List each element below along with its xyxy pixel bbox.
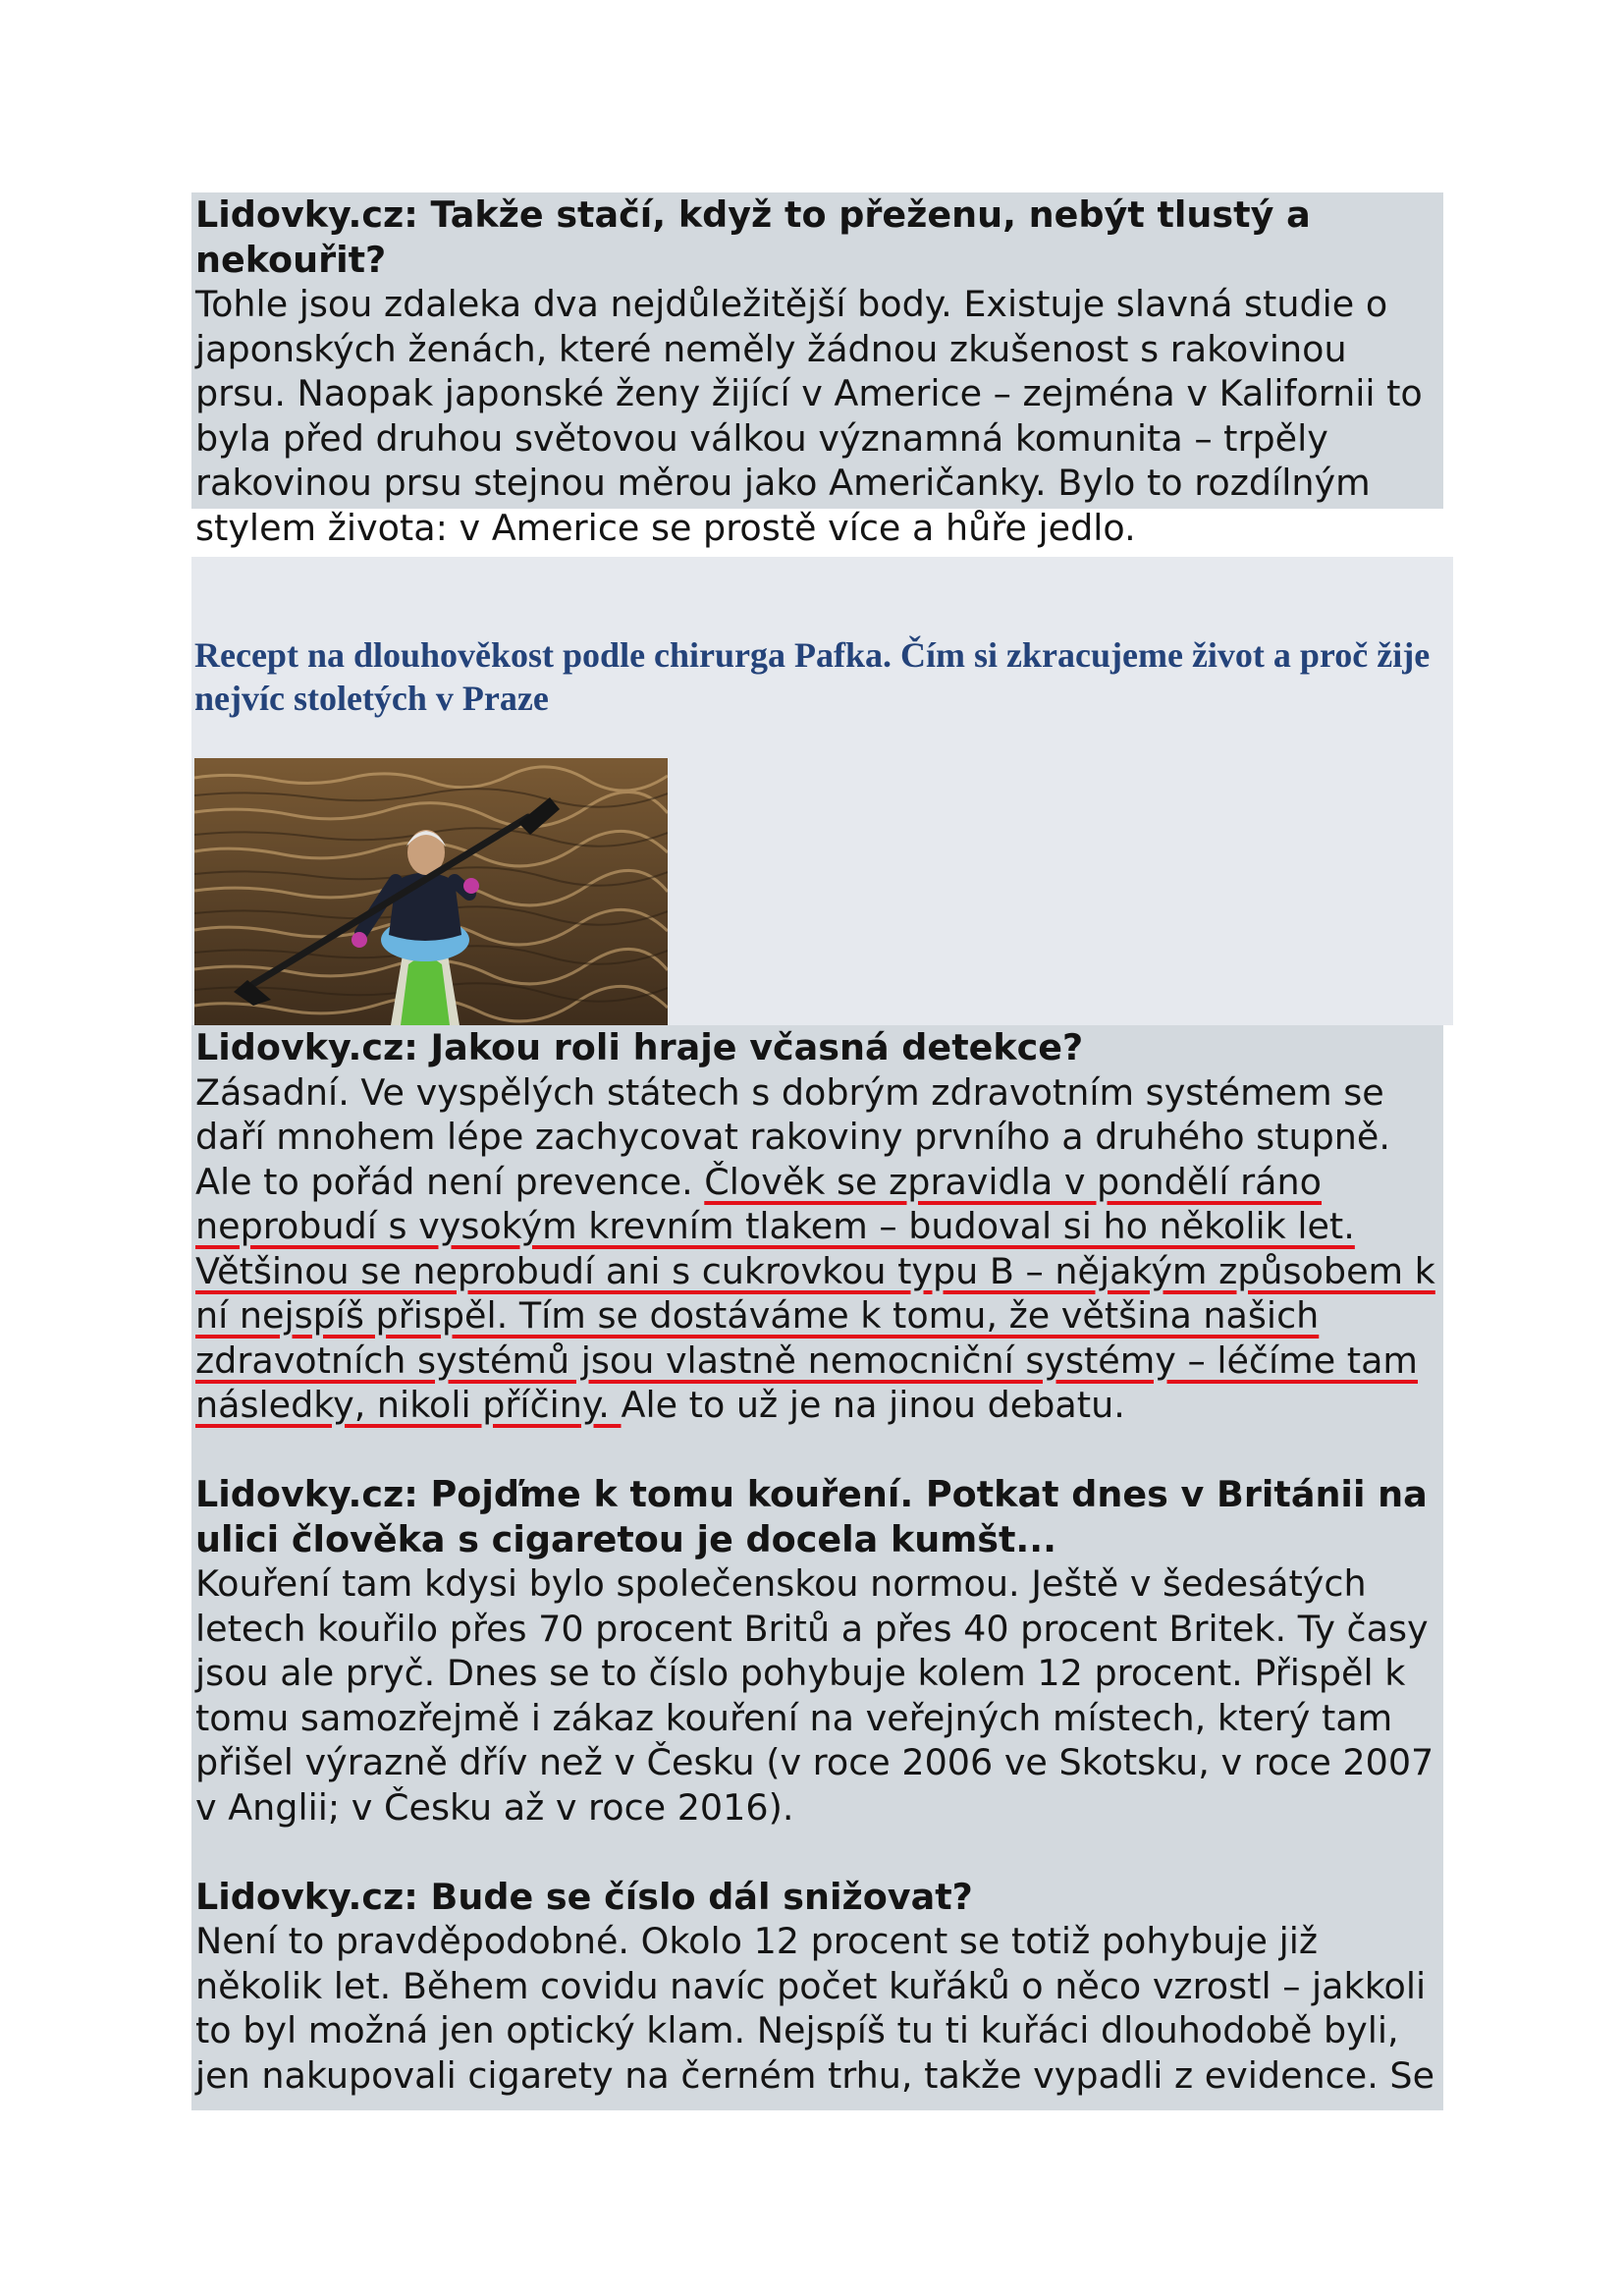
- paragraph-gap: [195, 1428, 1443, 1473]
- interview-answer: Není to pravděpodobné. Okolo 12 procent se totiž pohybuje již několik let. Během covidu navíc počet kuřáků o něco vzrostl – jakkoli to byl možná jen optický klam. Nejspíš tu ti kuřáci dlouhodobě byli, jen nakupovali cigarety na černém trhu, takže vypadli z evidence. Se: [195, 1920, 1435, 2097]
- interview-answer: Tohle jsou zdaleka dva nejdůležitější body. Existuje slavná studie o japonských ženách, které neměly žádnou zkušenost s rakovinou prsu. Naopak japonské ženy žijící v Americe – zejména v Kalifornii to byla před druhou světovou válkou významná komunita – trpěly rakovinou prsu stejnou měrou jako Američanky. Bylo to rozdílným stylem života: v Americe se prostě více a hůře jedlo.: [195, 283, 1423, 549]
- interview-answer: Kouření tam kdysi bylo společenskou normou. Ještě v šedesátých letech kouřilo přes 70 procent Britů a přes 40 procent Britek. Ty časy jsou ale pryč. Dnes se to číslo pohybuje kolem 12 procent. Přispěl k tomu samozřejmě i zákaz kouření na veřejných místech, který tam přišel výrazně dřív než v Česku (v roce 2006 ve Skotsku, v roce 2007 v Anglii; v Česku až v roce 2016).: [195, 1562, 1434, 1829]
- interview-question: Lidovky.cz: Takže stačí, když to přeženu, nebýt tlustý a nekouřit?: [195, 193, 1311, 281]
- answer-text: Ale to už je na jinou debatu.: [621, 1384, 1125, 1426]
- interview-answer: [195, 1070, 1443, 1428]
- answer-text: Zásadní. Ve vyspělých státech s dobrým zdravotním systémem se daří mnohem lépe zachycovat rakoviny prvního a druhého stupně. Ale to pořád není prevence.: [195, 1070, 1390, 1203]
- kayaker-photo-image: [194, 758, 668, 1025]
- interview-block-1: [191, 192, 1443, 549]
- interview-question: Lidovky.cz: Jakou roli hraje včasná detekce?: [195, 1026, 1084, 1068]
- interview-block-2: [191, 1025, 1443, 2110]
- underlined-passage: Člověk se zpravidla v pondělí ráno neprobudí s vysokým krevním tlakem – budoval si ho několik let. Většinou se neprobudí ani s cukrovkou typu B – nějakým způsobem k ní nejspíš přispěl. Tím se dostáváme k tomu, že většina našich zdravotních systémů jsou vlastně nemocniční systémy – léčíme tam následky, nikoli příčiny.: [195, 1160, 1435, 1426]
- related-article-title-link[interactable]: Recept na dlouhověkost podle chirurga Pafka. Čím si zkracujeme život a proč žije nejvíc stoletých v Praze: [194, 635, 1431, 718]
- interview-question: Lidovky.cz: Bude se číslo dál snižovat?: [195, 1875, 973, 1918]
- paragraph-gap: [195, 1830, 1443, 1875]
- related-article-photo[interactable]: [194, 758, 668, 1025]
- interview-question: Lidovky.cz: Pojďme k tomu kouření. Potkat dnes v Británii na ulici člověka s cigaretou je docela kumšt...: [195, 1473, 1428, 1560]
- related-article-card[interactable]: [191, 557, 1453, 1025]
